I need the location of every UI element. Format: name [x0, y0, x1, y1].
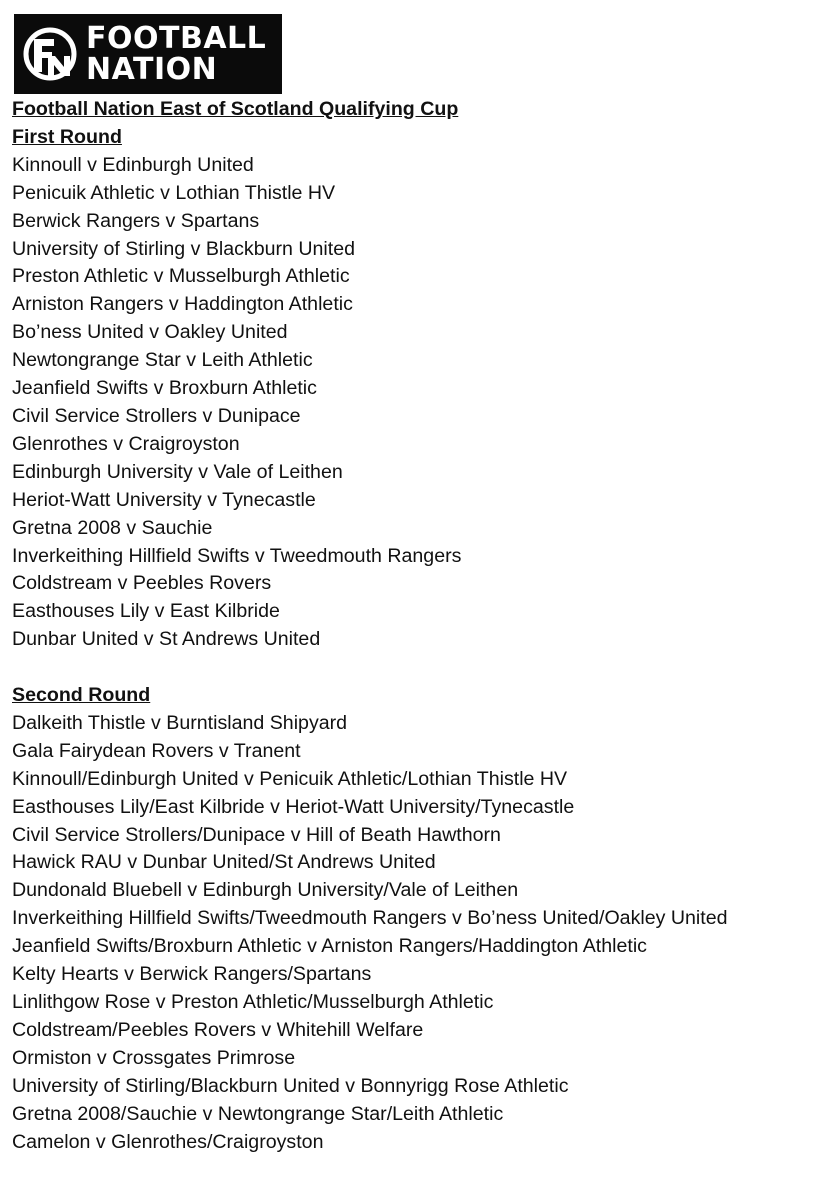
fixture-item: Kelty Hearts v Berwick Rangers/Spartans: [12, 963, 372, 986]
fixture-item: Penicuik Athletic v Lothian Thistle HV: [12, 181, 336, 204]
fixture-list-second-round: [12, 710, 828, 1157]
logo-wordmark: [86, 23, 266, 85]
logo-line-2: NATION: [86, 52, 218, 87]
fixture-item: Coldstream v Peebles Rovers: [12, 572, 272, 595]
document-title: Football Nation East of Scotland Qualifying Cup: [12, 98, 459, 120]
fixture-item: Linlithgow Rose v Preston Athletic/Musselburgh Athletic: [12, 990, 494, 1013]
fixture-item: Berwick Rangers v Spartans: [12, 209, 260, 232]
fixture-item: Dundonald Bluebell v Edinburgh University/Vale of Leithen: [12, 879, 519, 902]
fixture-item: Jeanfield Swifts/Broxburn Athletic v Arniston Rangers/Haddington Athletic: [12, 935, 647, 958]
fixture-item: Civil Service Strollers v Dunipace: [12, 404, 301, 427]
fixture-item: Ormiston v Crossgates Primrose: [12, 1046, 296, 1069]
fixture-item: Jeanfield Swifts v Broxburn Athletic: [12, 377, 317, 400]
round-heading-first: First Round: [12, 125, 122, 148]
round-heading-second: Second Round: [12, 684, 151, 707]
fixture-item: Gretna 2008 v Sauchie: [12, 516, 213, 539]
section-spacer: [12, 654, 828, 682]
fixture-item: Arniston Rangers v Haddington Athletic: [12, 293, 353, 316]
fixture-item: Coldstream/Peebles Rovers v Whitehill Welfare: [12, 1018, 424, 1041]
fixture-item: Inverkeithing Hillfield Swifts v Tweedmouth Rangers: [12, 544, 462, 567]
fixture-item: Newtongrange Star v Leith Athletic: [12, 349, 313, 372]
fixture-item: Glenrothes v Craigroyston: [12, 432, 240, 455]
fixture-item: Bo’ness United v Oakley United: [12, 321, 288, 344]
fixture-item: Preston Athletic v Musselburgh Athletic: [12, 265, 350, 288]
fixture-item: Gretna 2008/Sauchie v Newtongrange Star/Leith Athletic: [12, 1102, 504, 1125]
fixture-item: Inverkeithing Hillfield Swifts/Tweedmouth Rangers v Bo’ness United/Oakley United: [12, 907, 728, 930]
fixture-item: Edinburgh University v Vale of Leithen: [12, 460, 343, 483]
fixture-item: Kinnoull/Edinburgh United v Penicuik Athletic/Lothian Thistle HV: [12, 767, 568, 790]
fn-logo-icon: [22, 26, 78, 82]
football-nation-logo: [14, 14, 282, 94]
fixture-list-first-round: [12, 152, 828, 654]
fixture-item: Dalkeith Thistle v Burntisland Shipyard: [12, 711, 348, 734]
fixture-item: Easthouses Lily/East Kilbride v Heriot-Watt University/Tynecastle: [12, 795, 575, 818]
fixture-item: Heriot-Watt University v Tynecastle: [12, 488, 316, 511]
fixture-item: University of Stirling v Blackburn United: [12, 237, 356, 260]
fixture-item: Kinnoull v Edinburgh United: [12, 153, 254, 176]
fixture-document: [12, 96, 828, 1156]
fixture-item: Civil Service Strollers/Dunipace v Hill of Beath Hawthorn: [12, 823, 501, 846]
logo-line-1: FOOTBALL: [86, 21, 267, 56]
fixture-item: Dunbar United v St Andrews United: [12, 628, 321, 651]
fixture-item: Gala Fairydean Rovers v Tranent: [12, 739, 301, 762]
fixture-item: Hawick RAU v Dunbar United/St Andrews United: [12, 851, 436, 874]
fixture-item: University of Stirling/Blackburn United v Bonnyrigg Rose Athletic: [12, 1074, 569, 1097]
fixture-item: Easthouses Lily v East Kilbride: [12, 600, 280, 623]
fixture-item: Camelon v Glenrothes/Craigroyston: [12, 1130, 324, 1153]
